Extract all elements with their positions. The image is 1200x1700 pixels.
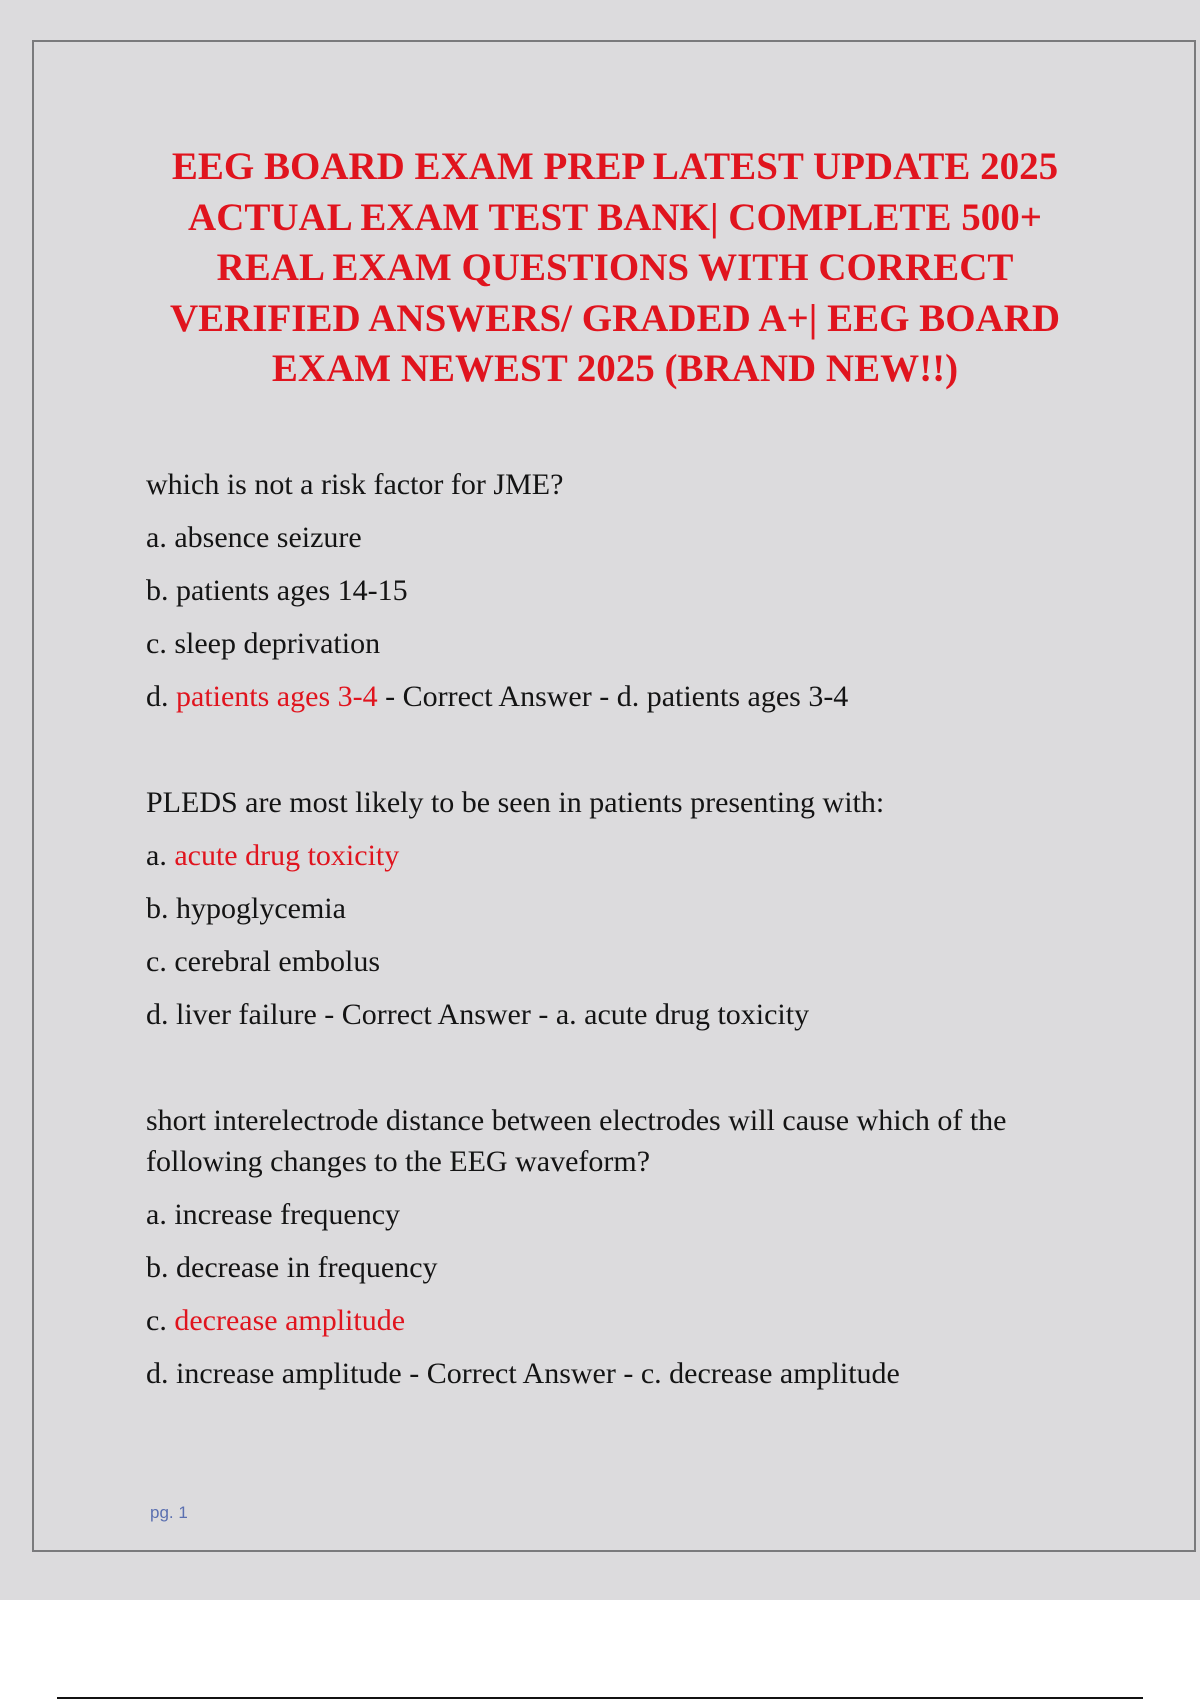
- answer-option-d: d. patients ages 3-4 - Correct Answer - d. patients ages 3-4: [146, 680, 849, 713]
- answer-option-a: a. acute drug toxicity: [146, 839, 400, 872]
- highlighted-answer: decrease amplitude: [174, 1304, 406, 1337]
- answer-option-c: c. decrease amplitude: [146, 1304, 406, 1337]
- question-block-1: [146, 458, 1146, 723]
- highlighted-answer: patients ages 3-4: [176, 680, 378, 713]
- question-text: short interelectrode distance between electrodes will cause which of the following changes to the EEG waveform?: [146, 1104, 1007, 1178]
- answer-option-b: b. hypoglycemia: [146, 892, 346, 925]
- answer-option-d: d. increase amplitude - Correct Answer - c. decrease amplitude: [146, 1357, 900, 1390]
- answer-option-a: a. absence seizure: [146, 521, 362, 554]
- document-title: [70, 142, 1160, 395]
- answer-option-b: b. decrease in frequency: [146, 1251, 438, 1284]
- question-block-2: [146, 776, 1146, 1041]
- title-line: REAL EXAM QUESTIONS WITH CORRECT: [216, 246, 1014, 289]
- title-line: VERIFIED ANSWERS/ GRADED A+| EEG BOARD: [169, 296, 1061, 340]
- title-line: ACTUAL EXAM TEST BANK| COMPLETE 500+: [188, 195, 1042, 239]
- highlighted-answer: acute drug toxicity: [174, 839, 400, 872]
- bottom-divider: [57, 1697, 1143, 1699]
- answer-option-a: a. increase frequency: [146, 1198, 401, 1231]
- title-line: EEG BOARD EXAM PREP LATEST UPDATE 2025: [171, 145, 1059, 188]
- answer-option-c: c. cerebral embolus: [146, 945, 381, 978]
- page-number: pg. 1: [150, 1503, 188, 1522]
- answer-option-b: b. patients ages 14-15: [146, 574, 408, 607]
- question-block-3: [146, 1100, 1106, 1400]
- question-text: PLEDS are most likely to be seen in patients presenting with:: [146, 786, 885, 819]
- title-line: EXAM NEWEST 2025 (BRAND NEW!!): [271, 347, 959, 390]
- question-text: which is not a risk factor for JME?: [146, 468, 564, 501]
- answer-option-d: d. liver failure - Correct Answer - a. acute drug toxicity: [146, 998, 810, 1031]
- answer-option-c: c. sleep deprivation: [146, 627, 381, 660]
